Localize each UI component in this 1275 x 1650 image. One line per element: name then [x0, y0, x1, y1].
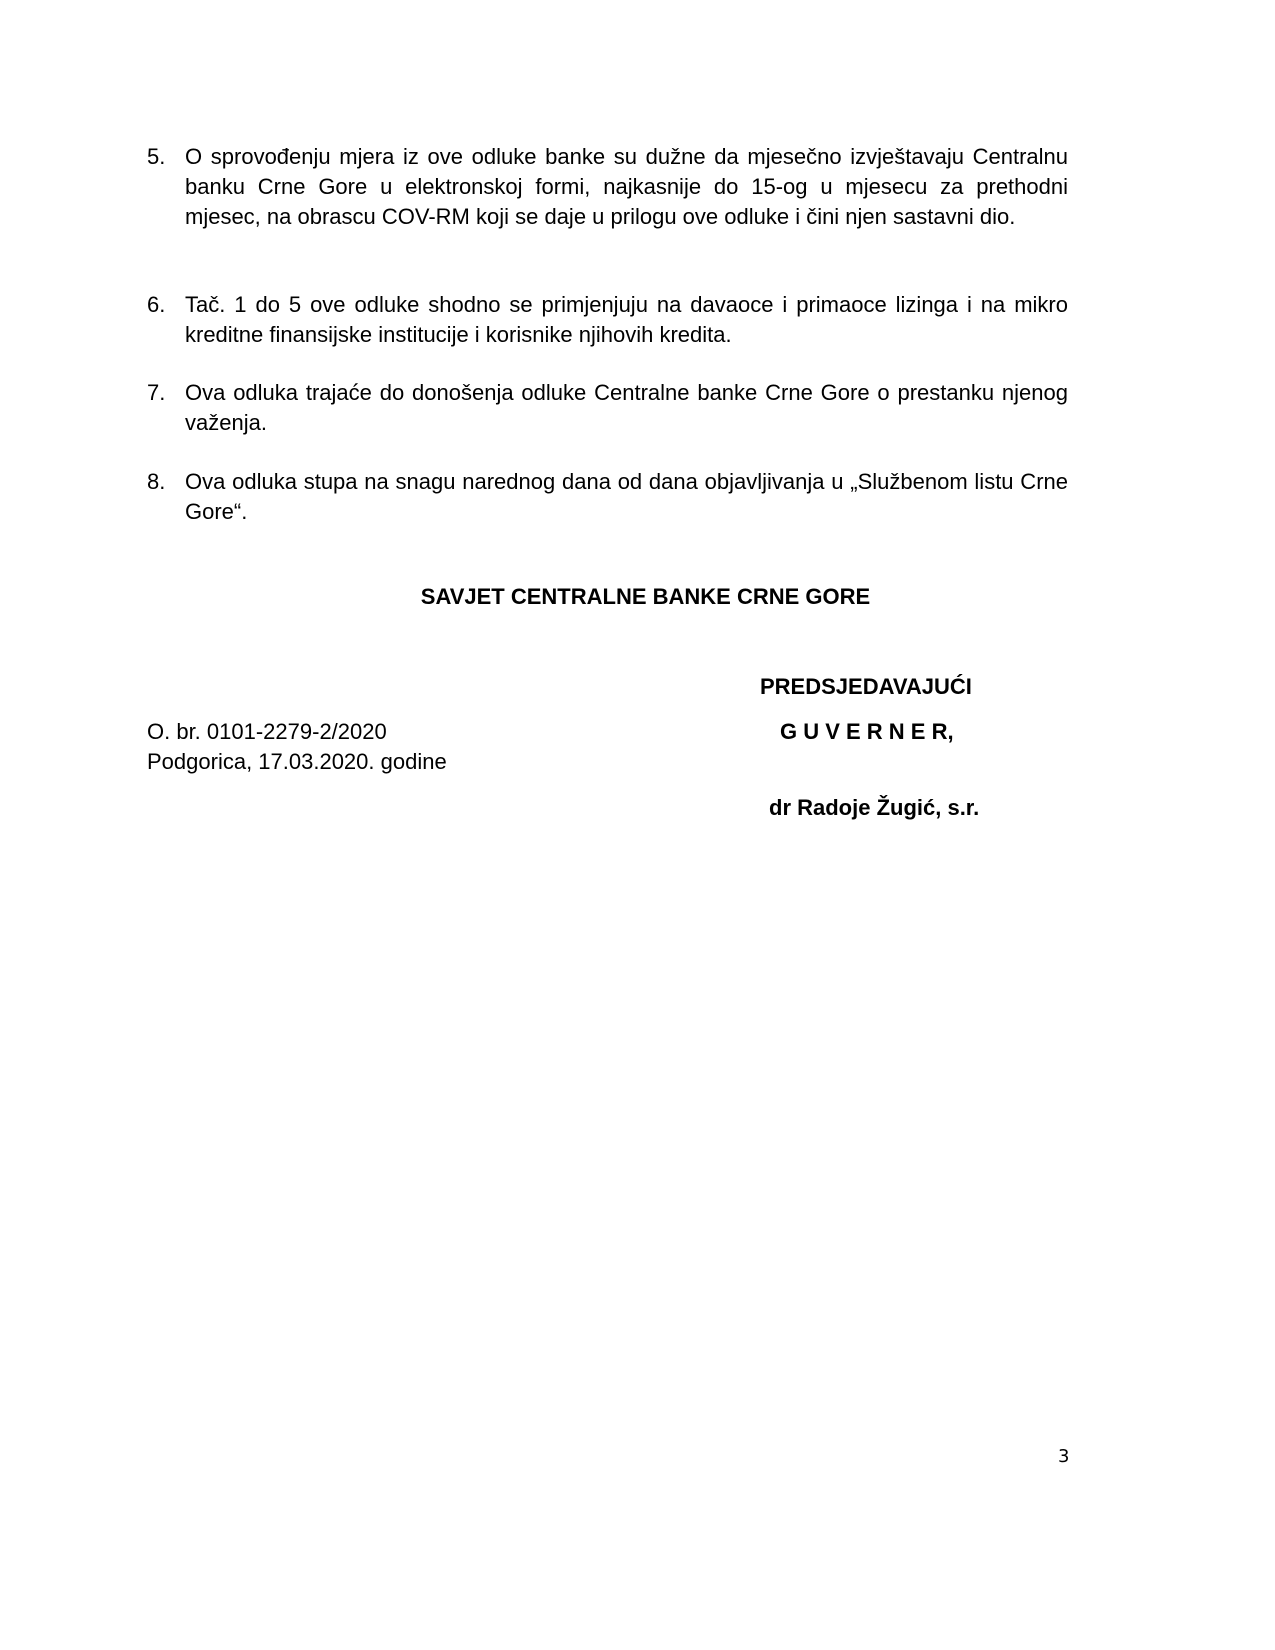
chair-title: PREDSJEDAVAJUĆI	[760, 674, 972, 699]
item-number: 5.	[147, 144, 166, 169]
place-date: Podgorica, 17.03.2020. godine	[147, 749, 447, 774]
item-text: O sprovođenju mjera iz ove odluke banke su dužne da mjesečno izvještavaju Centralnu banku Crne Gore u elektronskoj formi, najkasnije do 15-og u mjesecu za prethodni mjesec, na obrascu COV-RM koji se daje u prilogu ove odluke i čini njen sastavni dio.	[185, 144, 1068, 229]
item-number: 6.	[147, 292, 166, 317]
list-item-8	[147, 467, 1068, 527]
page-number: 3	[1058, 1446, 1070, 1467]
list-item-6	[147, 290, 1068, 350]
item-number: 7.	[147, 380, 166, 405]
list-item-7	[147, 378, 1068, 438]
signatory-name: dr Radoje Žugić, s.r.	[769, 795, 980, 820]
item-text: Tač. 1 do 5 ove odluke shodno se primjenjuju na davaoce i primaoce lizinga i na mikro kreditne finansijske institucije i korisnike njihovih kredita.	[185, 292, 1068, 347]
item-text: Ova odluka trajaće do donošenja odluke Centralne banke Crne Gore o prestanku njenog važenja.	[185, 380, 1068, 435]
governor-title: G U V E R N E R,	[780, 719, 954, 744]
reference-number: O. br. 0101-2279-2/2020	[147, 719, 387, 744]
list-item-5	[147, 142, 1068, 232]
item-number: 8.	[147, 469, 166, 494]
item-text: Ova odluka stupa na snagu narednog dana od dana objavljivanja u „Službenom listu Crne Gore“.	[185, 469, 1068, 524]
council-heading: SAVJET CENTRALNE BANKE CRNE GORE	[420, 584, 871, 609]
